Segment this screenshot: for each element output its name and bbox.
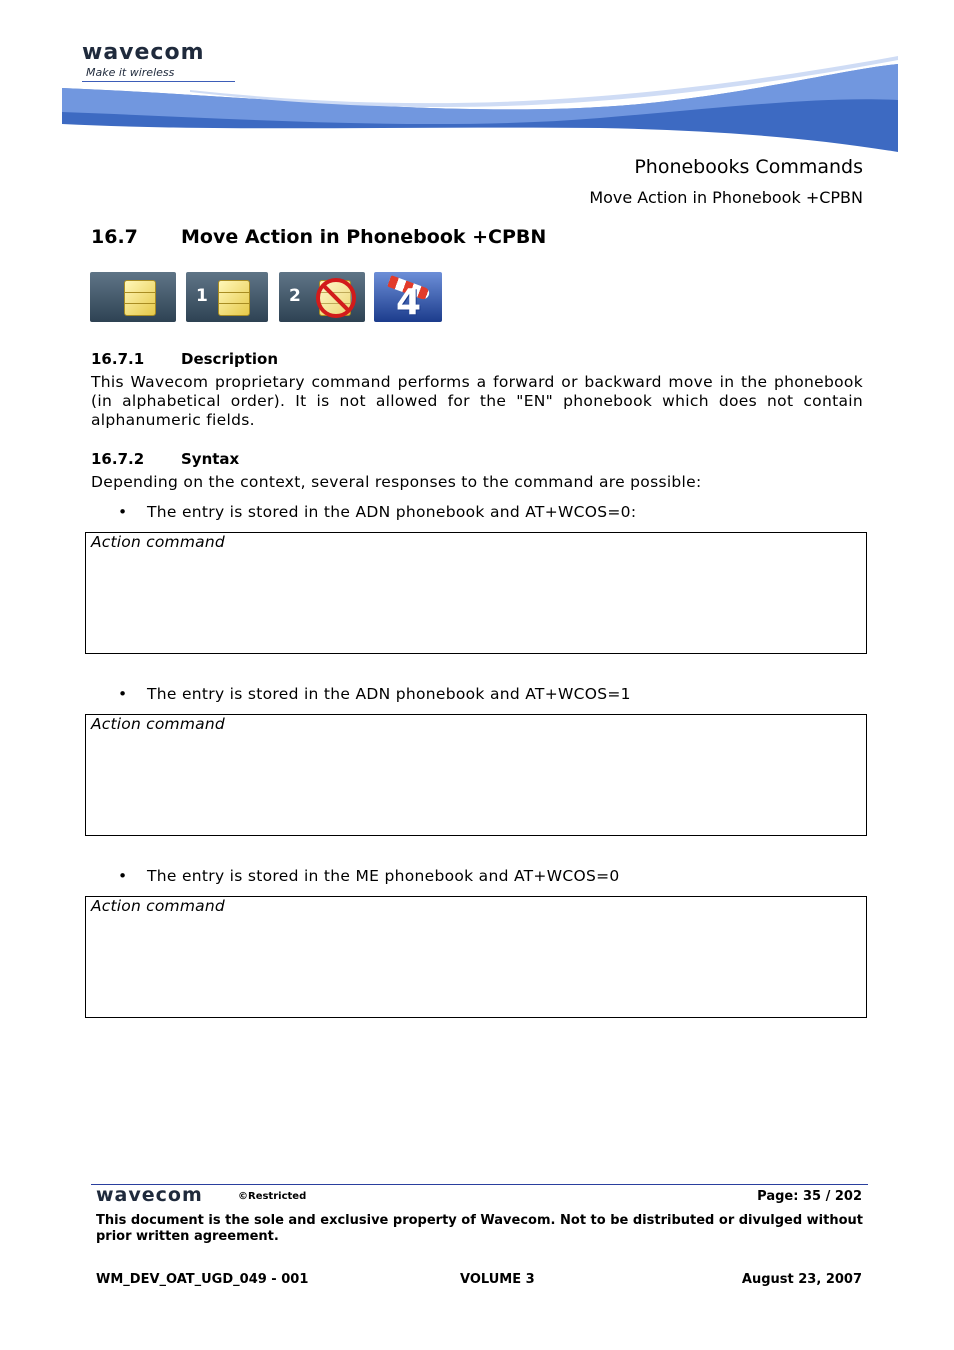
footer-wavecom-logo: wavecom [96,1184,203,1206]
section-title: Move Action in Phonebook +CPBN [181,226,547,248]
bullet-marker: • [118,685,128,703]
footer-restricted-label: ©Restricted [238,1191,307,1202]
sim-2-forbidden-icon [279,272,365,322]
sim-chip-icon [218,280,250,316]
action-command-label: Action command [91,897,225,915]
list-item [118,503,636,521]
page-number [757,1189,862,1204]
description-heading [91,350,278,368]
page-current: 35 [802,1189,822,1204]
sim-icon [90,272,176,322]
persistence-4-label: 4 [396,282,422,323]
action-command-label: Action command [91,533,225,551]
syntax-number: 16.7.2 [91,450,145,468]
chapter-title: Phonebooks Commands [634,156,863,178]
footer-divider [91,1184,868,1185]
page-separator: / [825,1189,831,1204]
syntax-heading [91,450,239,468]
persistence-4-icon [374,272,442,322]
action-command-label: Action command [91,715,225,733]
footer-volume: VOLUME 3 [460,1272,535,1287]
sim-chip-icon [124,280,156,316]
action-command-table [85,714,867,836]
action-command-table [85,896,867,1018]
page-total: 202 [834,1189,862,1204]
header-banner [0,0,954,160]
action-command-table [85,532,867,654]
description-number: 16.7.1 [91,350,145,368]
wavecom-logo: wavecom [82,40,205,65]
logo-tagline: Make it wireless [86,66,175,79]
footer-document-id: WM_DEV_OAT_UGD_049 - 001 [96,1272,309,1287]
forbidden-icon [316,278,356,318]
list-item-text: The entry is stored in the ADN phonebook and AT+WCOS=1 [147,685,631,703]
list-item-text: The entry is stored in the ADN phonebook and AT+WCOS=0: [147,503,637,521]
list-item-text: The entry is stored in the ME phonebook and AT+WCOS=0 [147,867,620,885]
section-heading [91,226,546,248]
list-item [118,867,620,885]
list-item [118,685,631,703]
footer-notice: This document is the sole and exclusive property of Wavecom. Not to be distributed or divulged without prior written agreement. [96,1213,863,1244]
description-title: Description [181,350,279,368]
description-paragraph: This Wavecom proprietary command performs a forward or backward move in the phonebook (in alphabetical order). It is not allowed for the "EN" phonebook which does not contain alphanumeric fields. [91,373,863,429]
sim-1-label: 1 [196,286,208,306]
footer-date: August 23, 2007 [741,1272,862,1287]
section-subtitle: Move Action in Phonebook +CPBN [589,188,863,207]
section-number: 16.7 [91,226,138,248]
bullet-marker: • [118,503,128,521]
page-label: Page: [757,1189,799,1204]
logo-underline [82,81,235,82]
syntax-title: Syntax [181,450,240,468]
bullet-marker: • [118,867,128,885]
syntax-intro: Depending on the context, several responses to the command are possible: [91,473,702,491]
sim-2-label: 2 [289,286,301,306]
sim-1-icon [186,272,268,322]
